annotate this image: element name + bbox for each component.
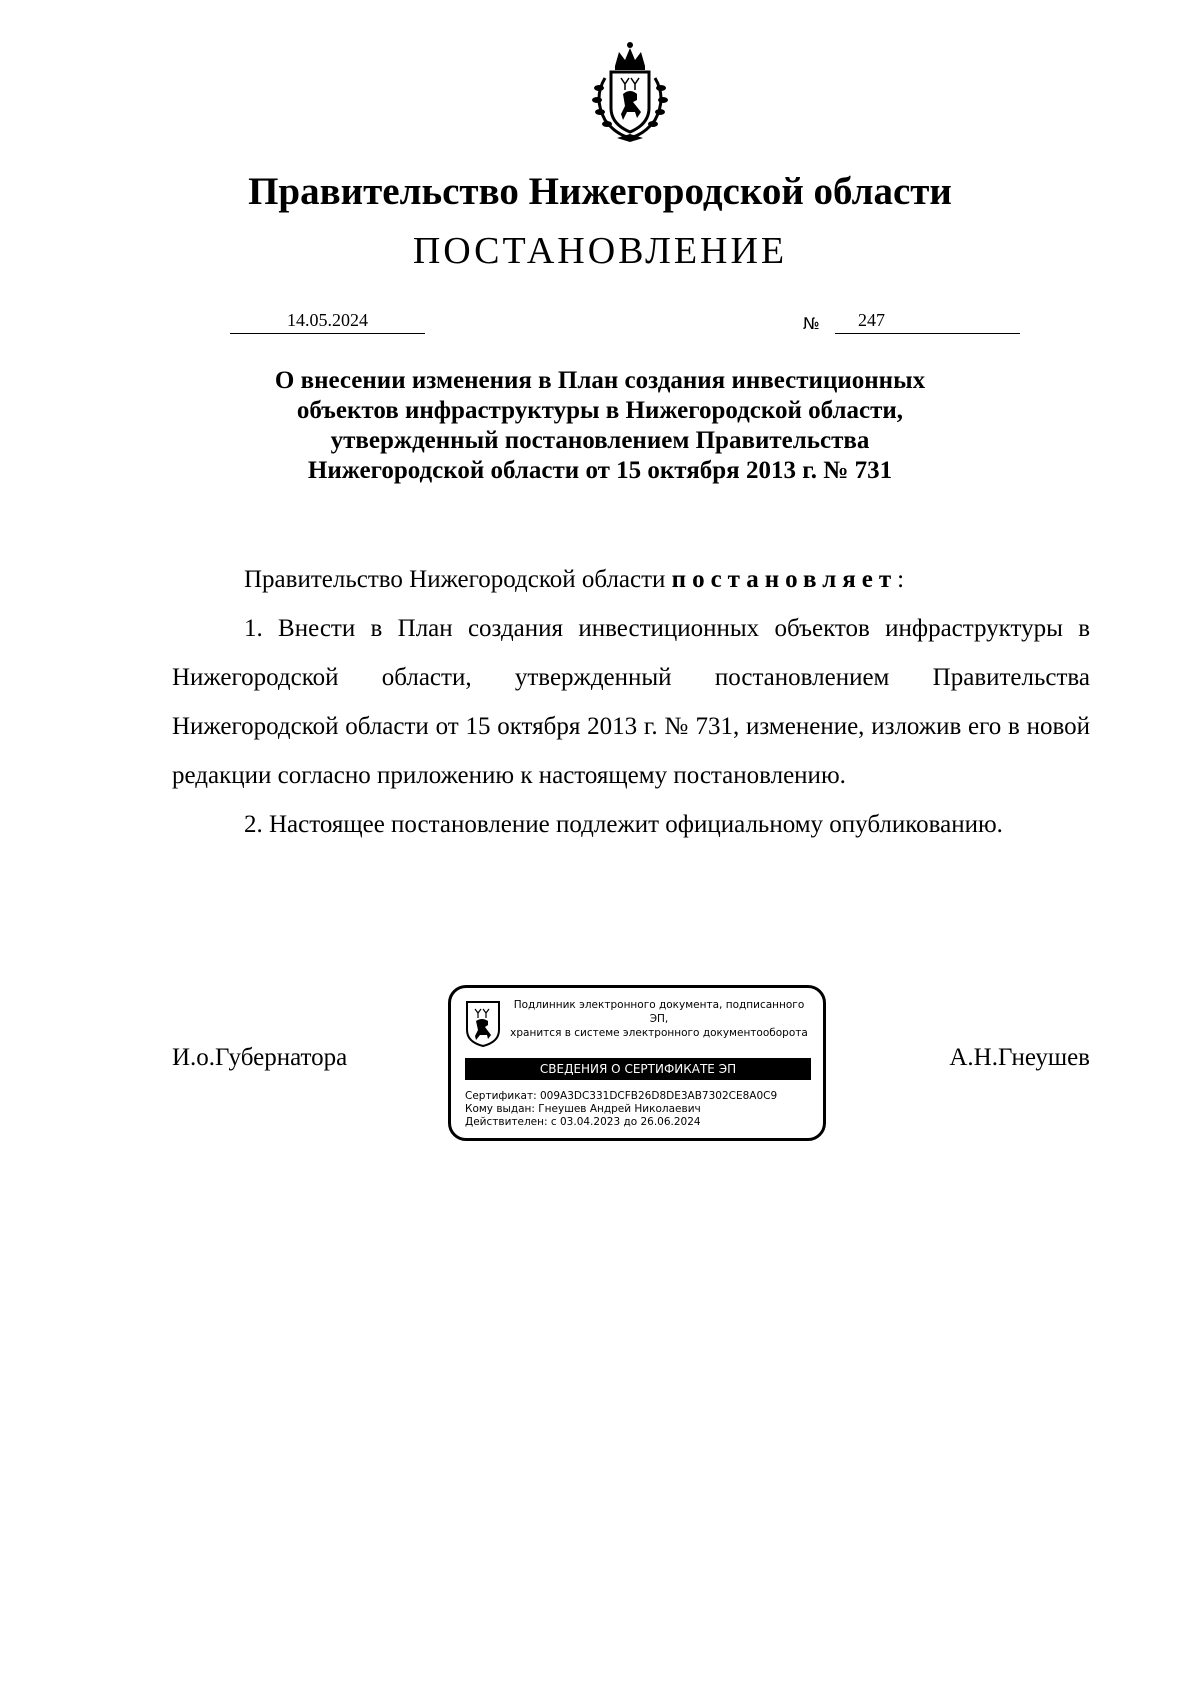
coat-of-arms-icon — [575, 38, 685, 148]
preamble-end: : — [897, 566, 905, 593]
issued-to-label: Кому выдан: — [465, 1103, 535, 1115]
stamp-header-line: Подлинник электронного документа, подписанного ЭП, — [513, 999, 805, 1025]
subject-line: объектов инфраструктуры в Нижегородской области, — [296, 397, 904, 424]
document-subject — [200, 366, 1000, 486]
stamp-header — [503, 998, 815, 1040]
preamble-verb: постановляет — [671, 566, 898, 593]
stamp-details — [465, 1090, 815, 1129]
document-body — [172, 555, 1090, 849]
subject-line: О внесении изменения в План создания инвестиционных — [274, 367, 926, 394]
subject-line: Нижегородской области от 15 октября 2013 г. № 731 — [307, 457, 893, 484]
certificate-label: Сертификат: — [465, 1090, 537, 1102]
document-date: 14.05.2024 — [230, 309, 425, 334]
stamp-certificate-title: СВЕДЕНИЯ О СЕРТИФИКАТЕ ЭП — [465, 1058, 811, 1080]
subject-line: утвержденный постановлением Правительства — [330, 427, 870, 454]
document-number-value: 247 — [858, 310, 885, 330]
issued-to-value: Гнеушев Андрей Николаевич — [538, 1103, 701, 1115]
stamp-row-issued-to — [465, 1103, 815, 1116]
document-number — [835, 309, 1020, 334]
preamble-text: Правительство Нижегородской области — [244, 566, 666, 593]
organization-title: Правительство Нижегородской области — [248, 170, 952, 213]
deer-shield-icon — [465, 1000, 501, 1048]
certificate-value: 009A3DC331DCFB26D8DE3AB7302CE8A0C9 — [539, 1090, 778, 1102]
signatory-name: А.Н.Гнеушев — [949, 1044, 1090, 1071]
signatory-position: И.о.Губернатора — [172, 1044, 348, 1071]
valid-value: с 03.04.2023 до 26.06.2024 — [550, 1116, 701, 1128]
preamble — [172, 555, 1090, 604]
document-type: ПОСТАНОВЛЕНИЕ — [412, 230, 788, 272]
valid-label: Действителен: — [465, 1116, 548, 1128]
stamp-row-certificate — [465, 1090, 815, 1103]
electronic-signature-stamp — [448, 985, 826, 1141]
number-sign: № — [803, 314, 820, 333]
item-1: 1. Внести в План создания инвестиционных объектов инфраструктуры в Нижегородской области, утвержденный постановлением Правительства Нижегородской области от 15 октября 2013 г. № 731, изменение, изложив его в новой редакции согласно приложению к настоящему постановлению. — [172, 615, 1090, 789]
stamp-header-line: хранится в системе электронного документооборота — [510, 1027, 808, 1039]
stamp-row-valid — [465, 1116, 815, 1129]
item-2: 2. Настоящее постановление подлежит официальному опубликованию. — [244, 811, 1003, 838]
